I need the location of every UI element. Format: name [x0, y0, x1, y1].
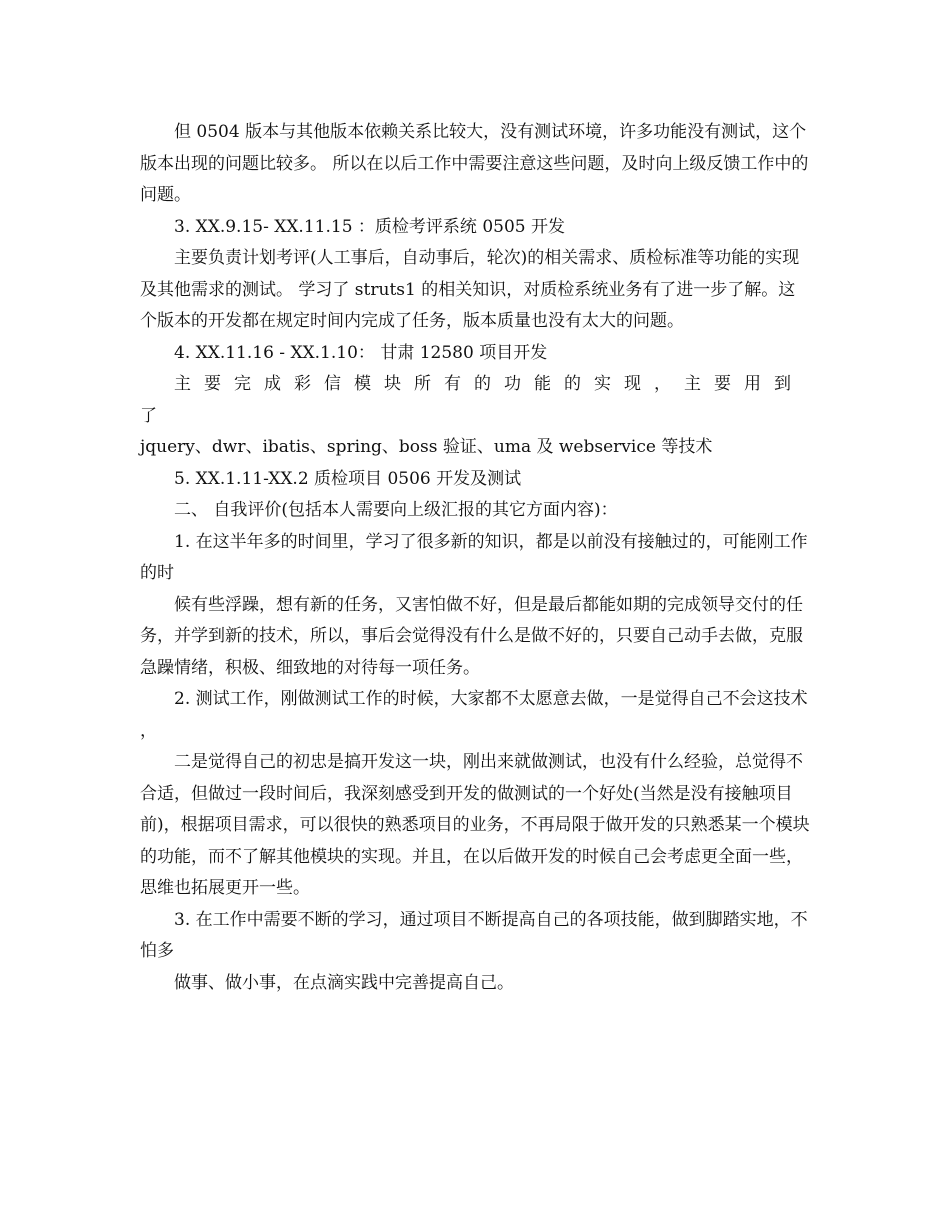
paragraph-eval-1-start: 1. 在这半年多的时间里，学习了很多新的知识，都是以前没有接触过的，可能刚工作的时 — [140, 531, 808, 583]
paragraph-eval-3-cont: 做事、做小事，在点滴实践中完善提高自己。 — [174, 972, 514, 993]
paragraph-item-3-heading: 3. XX.9.15- XX.11.15 ：质检考评系统 0505 开发 — [174, 216, 565, 237]
paragraph-item-3-body: 主要负责计划考评(人工事后，自动事后，轮次)的相关需求、质检标准等功能的实现及其他需求的测试。 学习了 struts1 的相关知识，对质检系统业务有了进一步了解。这个版本的开发都在规定时间内完成了任务，版本质量也没有太大的问题。 — [140, 248, 800, 331]
paragraph-version-0504-summary: 但 0504 版本与其他版本依赖关系比较大，没有测试环境，许多功能没有测试，这个版本出现的问题比较多。 所以在以后工作中需要注意这些问题，及时向上级反馈工作中的问题。 — [140, 122, 809, 205]
paragraph-eval-2-cont: 二是觉得自己的初忠是搞开发这一块，刚出来就做测试，也没有什么经验，总觉得不合适，但做过一段时间后，我深刻感受到开发的做测试的一个好处(当然是没有接触项目前)，根据项目需求，可以很快的熟悉项目的业务，不再局限于做开发的只熟悉某一个模块的功能，而不了解其他模块的实现。并且，在以后做开发的时候自己会考虑更全面一些，思维也拓展更开一些。 — [140, 752, 810, 898]
document-body — [140, 117, 812, 999]
paragraph-item-5-heading: 5. XX.1.11-XX.2 质检项目 0506 开发及测试 — [174, 468, 522, 489]
paragraph-eval-1-cont: 候有些浮躁，想有新的任务，又害怕做不好，但是最后都能如期的完成领导交付的任务，并学到新的技术，所以，事后会觉得没有什么是做不好的，只要自己动手去做，克服急躁情绪，积极、细致地的对待每一项任务。 — [140, 594, 803, 678]
paragraph-eval-2-start: 2. 测试工作，刚做测试工作的时候，大家都不太愿意去做，一是觉得自己不会这技术 ， — [140, 689, 808, 741]
paragraph-item-4-body-line1: 主要完成彩信模块所有的功能的实现，主要用到了 — [140, 374, 804, 426]
paragraph-item-4-heading: 4. XX.11.16 - XX.1.10： 甘肃 12580 项目开发 — [174, 342, 548, 363]
paragraph-eval-3-start: 3. 在工作中需要不断的学习，通过项目不断提高自己的各项技能，做到脚踏实地，不怕多 — [140, 909, 808, 961]
section-2-heading: 二、 自我评价(包括本人需要向上级汇报的其它方面内容)： — [174, 500, 618, 520]
paragraph-item-4-body-line2: jquery、dwr、ibatis、spring、boss 验证、uma 及 webservice 等技术 — [140, 437, 713, 457]
